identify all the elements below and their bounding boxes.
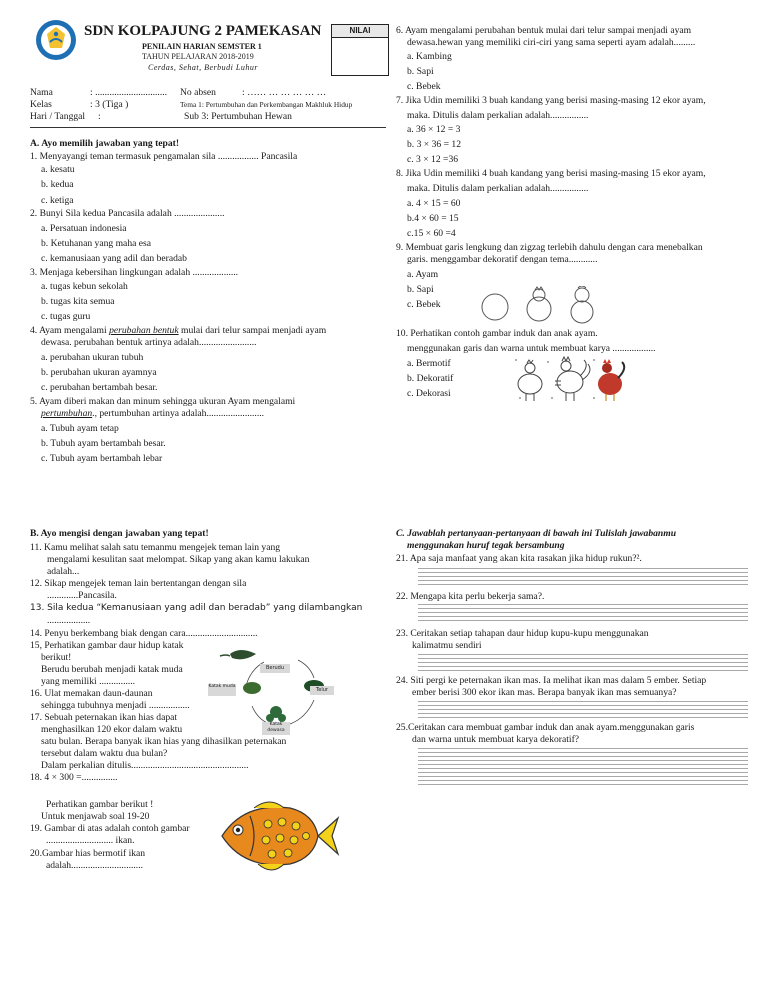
question-4-end: mulai dari telur sampai menjadi ayam: [178, 325, 327, 336]
question-23-cont: kalimatmu sendiri: [412, 640, 482, 651]
question-5-cont: [41, 408, 264, 420]
question-13: 13. Sila kedua “Kemanusiaan yang adil dan beradab” yang dilambangkan: [30, 603, 363, 613]
kelas-label: Kelas: [30, 99, 52, 110]
option-6b[interactable]: b. Sapi: [407, 66, 434, 77]
question-24-cont: ember berisi 300 ekor ikan mas. Berapa banyak ikan mas semuanya?: [412, 687, 677, 698]
option-6a[interactable]: a. Kambing: [407, 51, 452, 62]
question-3: 3. Menjaga kebersihan lingkungan adalah ...................: [30, 267, 239, 278]
frog-label-katak-dewasa: Katak dewasa: [262, 722, 290, 735]
frog-label-berudu: Berudu: [260, 664, 290, 673]
option-10a[interactable]: a. Bermotif: [407, 358, 451, 369]
question-16-cont: sehingga tubuhnya menjadi .................: [41, 700, 190, 711]
nama-label: Nama: [30, 87, 53, 98]
absen-label: No absen: [180, 87, 216, 98]
question-17-cont3: tersebut dalam waktu dua bulan?: [41, 748, 168, 759]
question-15-cont3: yang memiliki ...............: [41, 676, 136, 687]
option-10b[interactable]: b. Dekoratif: [407, 373, 454, 384]
option-7a[interactable]: a. 36 × 12 = 3: [407, 124, 461, 135]
question-15-cont2: Berudu berubah menjadi katak muda: [41, 664, 183, 675]
kelas-value: : 3 (Tiga ): [90, 99, 129, 110]
question-22: 22. Mengapa kita perlu bekerja sama?.: [396, 591, 545, 602]
question-20-cont: adalah..............................: [46, 860, 143, 871]
option-9c[interactable]: c. Bebek: [407, 299, 441, 310]
question-23: 23. Ceritakan setiap tahapan daur hidup kupu-kupu menggunakan: [396, 628, 649, 639]
question-13-cont: ..................: [47, 615, 91, 626]
question-9-cont: garis. menggambar dekoratif dengan tema............: [407, 254, 598, 265]
answer-lines-25[interactable]: [418, 748, 748, 788]
school-logo: [34, 18, 78, 62]
option-1c[interactable]: c. ketiga: [41, 195, 74, 206]
option-8a[interactable]: a. 4 × 15 = 60: [407, 198, 461, 209]
question-17-cont4: Dalam perkalian ditulis.................................................: [41, 760, 249, 771]
question-8-cont: maka. Ditulis dalam perkalian adalah................: [407, 183, 589, 194]
question-10-cont: menggunakan garis dan warna untuk membuat karya ..................: [407, 343, 656, 354]
question-11-cont1: mengalami kesulitan saat melompat. Sikap yang akan kamu lakukan: [47, 554, 310, 565]
sub-text: Sub 3: Pertumbuhan Hewan: [184, 111, 292, 122]
question-1: 1. Menyayangi teman termasuk pengamalan sila ................. Pancasila: [30, 151, 298, 162]
option-2a[interactable]: a. Persatuan indonesia: [41, 223, 127, 234]
question-4: [30, 325, 326, 337]
tema-text: Tema 1: Pertumbuhan dan Perkembangan Makhluk Hidup: [180, 100, 353, 109]
section-c-title-2: menggunakan huruf tegak bersambung: [407, 540, 565, 551]
question-9: 9. Membuat garis lengkung dan zigzag terlebih dahulu dengan cara menebalkan: [396, 242, 703, 253]
decorative-fish-drawing: [214, 796, 340, 876]
question-10: 10. Perhatikan contoh gambar induk dan anak ayam.: [396, 328, 598, 339]
question-11-cont2: adalah...: [47, 566, 80, 577]
school-year: TAHUN PELAJARAN 2018-2019: [142, 52, 254, 61]
option-8c[interactable]: c.15 × 60 =4: [407, 228, 456, 239]
question-2: 2. Bunyi Sila kedua Pancasila adalah .....................: [30, 208, 225, 219]
question-4-start: 4. Ayam mengalami: [30, 325, 110, 336]
question-16: 16. Ulat memakan daun-daunan: [30, 688, 153, 699]
question-8: 8. Jika Udin memiliki 4 buah kandang yang berisi masing-masing 15 ekor ayam,: [396, 168, 706, 179]
fish-instruction: Perhatikan gambar berikut !: [46, 799, 154, 810]
frog-life-cycle-diagram: [206, 640, 346, 738]
option-3c[interactable]: c. tugas guru: [41, 311, 91, 322]
question-24: 24. Siti pergi ke peternakan ikan mas. Ia melihat ikan mas dalam 5 ember. Setiap: [396, 675, 707, 686]
question-7-cont: maka. Ditulis dalam perkalian adalah................: [407, 110, 589, 121]
option-7b[interactable]: b. 3 × 36 = 12: [407, 139, 461, 150]
absen-value[interactable]: : …… … … … … …: [242, 87, 327, 98]
option-2b[interactable]: b. Ketuhanan yang maha esa: [41, 238, 152, 249]
exam-title: PENILAIN HARIAN SEMSTER 1: [142, 42, 262, 51]
question-20: 20.Gambar hias bermotif ikan: [30, 848, 146, 859]
question-21: 21. Apa saja manfaat yang akan kita rasakan jika hidup rukun?².: [396, 553, 642, 564]
question-4-term: perubahan bentuk: [109, 325, 179, 336]
option-1a[interactable]: a. kesatu: [41, 164, 75, 175]
school-name: SDN KOLPAJUNG 2 PAMEKASAN: [84, 23, 322, 39]
school-motto: Cerdas, Sehat, Berbudi Luhur: [148, 63, 258, 72]
question-5-term: pertumbuhan: [41, 408, 93, 419]
option-9b[interactable]: b. Sapi: [407, 284, 434, 295]
answer-lines-22[interactable]: [418, 604, 748, 624]
question-11: 11. Kamu melihat salah satu temanmu mengejek teman lain yang: [30, 542, 281, 553]
question-25-cont: dan warna untuk membuat karya dekoratif?: [412, 734, 580, 745]
section-c-title: C. Jawablah pertanyaan-pertanyaan di bawah ini Tulislah jawabanmu: [396, 528, 677, 539]
hen-and-chick-drawings: [510, 354, 630, 406]
question-14: 14. Penyu berkembang biak dengan cara..............................: [30, 628, 258, 639]
nilai-box: [331, 24, 389, 76]
section-b-title: B. Ayo mengisi dengan jawaban yang tepat!: [30, 528, 209, 539]
question-12-cont: .............Pancasila.: [47, 590, 117, 601]
fish-instruction-2: Untuk menjawab soal 19-20: [41, 811, 150, 822]
option-6c[interactable]: c. Bebek: [407, 81, 441, 92]
question-19-cont: ............................ ikan.: [46, 835, 135, 846]
question-12: 12. Sikap mengejek teman lain bertentangan dengan sila: [30, 578, 247, 589]
question-5: 5. Ayam diberi makan dan minum sehingga ukuran Ayam mengalami: [30, 396, 296, 407]
question-15-cont1: berikut!: [41, 652, 72, 663]
option-5c[interactable]: c. Tubuh ayam bertambah lebar: [41, 453, 163, 464]
option-2c[interactable]: c. kemanusiaan yang adil dan beradab: [41, 253, 187, 264]
question-4-cont: dewasa. perubahan bentuk artinya adalah........................: [41, 337, 257, 348]
question-15: 15, Perhatikan gambar daur hidup katak: [30, 640, 184, 651]
option-4a[interactable]: a. perubahan ukuran tubuh: [41, 352, 144, 363]
answer-lines-21[interactable]: [418, 568, 748, 588]
question-6: 6. Ayam mengalami perubahan bentuk mulai dari telur sampai menjadi ayam: [396, 25, 692, 36]
answer-lines-24[interactable]: [418, 701, 748, 721]
nama-value[interactable]: : ..............................: [90, 87, 168, 98]
option-4b[interactable]: b. perubahan ukuran ayamnya: [41, 367, 157, 378]
option-3a[interactable]: a. tugas kebun sekolah: [41, 281, 128, 292]
option-9a[interactable]: a. Ayam: [407, 269, 439, 280]
question-7: 7. Jika Udin memiliki 3 buah kandang yang berisi masing-masing 12 ekor ayam,: [396, 95, 706, 106]
frog-label-katak-muda: Katak muda: [208, 684, 236, 696]
hari-value[interactable]: :: [98, 111, 101, 122]
question-5-end: ., pertumbuhan artinya adalah........................: [92, 408, 265, 419]
nilai-label: NILAI: [332, 25, 388, 38]
option-3b[interactable]: b. tugas kita semua: [41, 296, 115, 307]
option-5b[interactable]: b. Tubuh ayam bertambah besar.: [41, 438, 166, 449]
option-7c[interactable]: c. 3 × 12 =36: [407, 154, 459, 165]
question-19: 19. Gambar di atas adalah contoh gambar: [30, 823, 190, 834]
question-18: 18. 4 × 300 =...............: [30, 772, 118, 783]
chick-outline-drawings: [478, 286, 608, 326]
option-8b[interactable]: b.4 × 60 = 15: [407, 213, 459, 224]
section-a-title: A. Ayo memilih jawaban yang tepat!: [30, 138, 180, 149]
question-17: 17. Sebuah peternakan ikan hias dapat: [30, 712, 178, 723]
answer-lines-23[interactable]: [418, 654, 748, 674]
question-17-cont1: menghasilkan 120 ekor dalam waktu: [41, 724, 183, 735]
question-17-cont2: satu bulan. Berapa banyak ikan hias yang dihasilkan peternakan: [41, 736, 287, 747]
header-divider: [30, 127, 386, 128]
question-25: 25.Ceritakan cara membuat gambar induk dan anak ayam.menggunakan garis: [396, 722, 695, 733]
question-6-cont: dewasa.hewan yang memiliki ciri-ciri yang sama seperti ayam adalah.........: [407, 37, 696, 48]
hari-label: Hari / Tanggal: [30, 111, 86, 122]
frog-label-telur: Telur: [310, 686, 334, 695]
option-5a[interactable]: a. Tubuh ayam tetap: [41, 423, 119, 434]
option-4c[interactable]: c. perubahan bertambah besar.: [41, 382, 158, 393]
option-10c[interactable]: c. Dekorasi: [407, 388, 451, 399]
option-1b[interactable]: b. kedua: [41, 179, 74, 190]
